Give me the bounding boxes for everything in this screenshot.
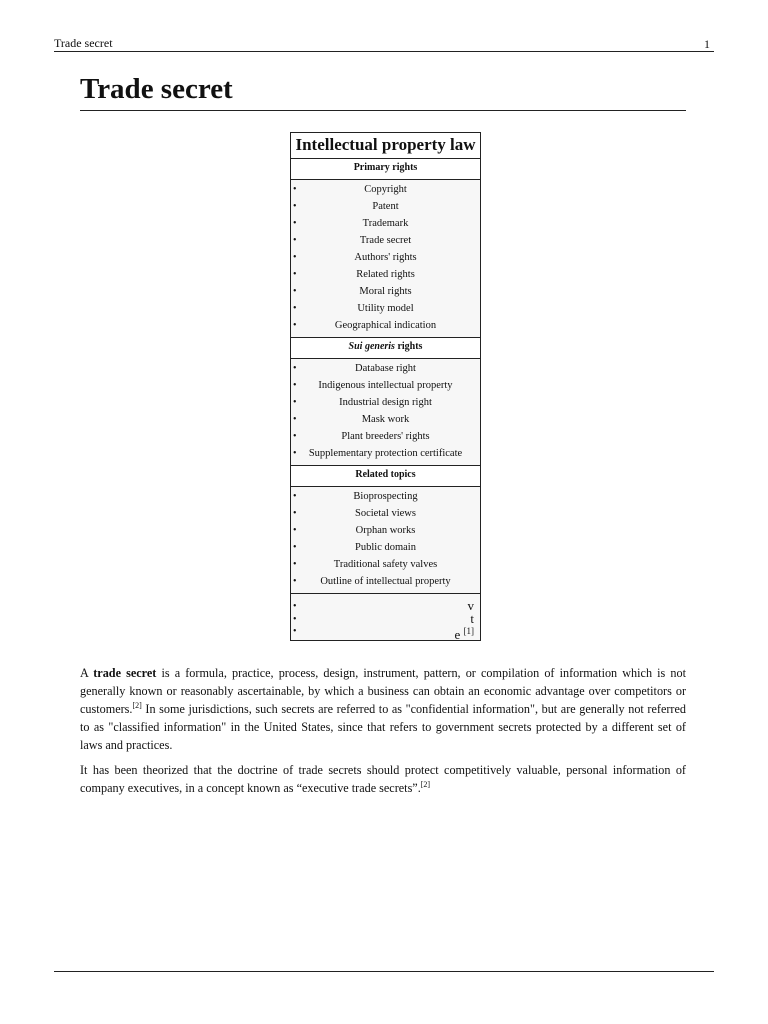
section-heading-primary-rights bbox=[291, 158, 480, 180]
bullet-icon: • bbox=[293, 397, 297, 408]
bullet-icon: • bbox=[293, 201, 297, 212]
section-heading-label: rights bbox=[397, 341, 423, 352]
nav-view-link[interactable]: • v bbox=[293, 598, 474, 613]
list-item[interactable]: • Utility model bbox=[293, 303, 414, 314]
bullet-icon: • bbox=[293, 576, 297, 587]
bold-term: trade secret bbox=[93, 666, 157, 680]
nav-talk-link[interactable]: • t bbox=[293, 610, 474, 626]
bullet-icon: • bbox=[293, 542, 297, 553]
list-item[interactable]: • Plant breeders' rights bbox=[293, 431, 430, 442]
bullet-icon: • bbox=[293, 184, 297, 195]
list-item[interactable]: • Related rights bbox=[293, 269, 415, 280]
bullet-icon: • bbox=[293, 320, 297, 331]
list-item[interactable]: • Supplementary protection certificate bbox=[293, 448, 463, 459]
infobox-title: Intellectual property law bbox=[291, 133, 480, 158]
bullet-icon: • bbox=[293, 286, 297, 297]
list-item[interactable]: • Geographical indication bbox=[293, 320, 437, 331]
list-item[interactable]: • Bioprospecting bbox=[293, 491, 418, 502]
bullet-icon: • bbox=[293, 252, 297, 263]
bullet-icon: • bbox=[293, 559, 297, 570]
bullet-icon: • bbox=[293, 380, 297, 391]
citation-ref[interactable]: [1] bbox=[463, 626, 474, 636]
list-item[interactable]: • Mask work bbox=[293, 414, 410, 425]
footer-divider bbox=[54, 971, 714, 972]
list-item[interactable]: • Authors' rights bbox=[293, 252, 417, 263]
ip-law-infobox bbox=[290, 132, 481, 641]
bullet-icon: • bbox=[293, 508, 297, 519]
page-number: 1 bbox=[704, 37, 710, 51]
list-item[interactable]: • Database right bbox=[293, 363, 416, 374]
list-item[interactable]: • Public domain bbox=[293, 542, 416, 553]
bullet-icon: • bbox=[293, 414, 297, 425]
nav-edit-link[interactable]: • e [1] bbox=[293, 626, 474, 642]
related-topics-list bbox=[291, 487, 480, 593]
list-item[interactable]: • Orphan works bbox=[293, 525, 416, 536]
bullet-icon: • bbox=[293, 491, 297, 502]
list-item[interactable]: • Indigenous intellectual property bbox=[293, 380, 453, 391]
paragraph: It has been theorized that the doctrine of trade secrets should protect competitively valuable, personal information of company executives, in a concept known as “executive trade secrets”.[2] bbox=[80, 763, 686, 795]
list-item[interactable]: • Outline of intellectual property bbox=[293, 576, 451, 587]
list-item[interactable]: • Trademark bbox=[293, 218, 409, 229]
bullet-icon: • bbox=[293, 626, 297, 637]
list-item[interactable]: • Traditional safety valves bbox=[293, 559, 438, 570]
primary-rights-list bbox=[291, 180, 480, 337]
bullet-icon: • bbox=[293, 448, 297, 459]
list-item[interactable]: • Trade secret bbox=[293, 235, 412, 246]
bullet-icon: • bbox=[293, 303, 297, 314]
navbox-links bbox=[291, 593, 480, 640]
list-item[interactable]: • Copyright bbox=[293, 184, 407, 195]
bullet-icon: • bbox=[293, 613, 297, 625]
bullet-icon: • bbox=[293, 218, 297, 229]
sui-generis-list bbox=[291, 359, 480, 465]
running-title: Trade secret bbox=[54, 36, 113, 50]
running-header bbox=[54, 34, 714, 52]
bullet-icon: • bbox=[293, 235, 297, 246]
list-item[interactable]: • Societal views bbox=[293, 508, 416, 519]
bullet-icon: • bbox=[293, 601, 297, 612]
section-heading-sui-generis bbox=[291, 337, 480, 359]
page-title: Trade secret bbox=[80, 70, 686, 111]
list-item[interactable]: • Industrial design right bbox=[293, 397, 432, 408]
bullet-icon: • bbox=[293, 431, 297, 442]
citation-ref[interactable]: [2] bbox=[132, 701, 142, 710]
section-heading-related-topics bbox=[291, 465, 480, 487]
section-heading-label: Primary rights bbox=[353, 162, 418, 173]
list-item[interactable]: • Patent bbox=[293, 201, 399, 212]
bullet-icon: • bbox=[293, 269, 297, 280]
list-item[interactable]: • Moral rights bbox=[293, 286, 412, 297]
section-heading-italic: Sui generis bbox=[348, 341, 395, 352]
bullet-icon: • bbox=[293, 363, 297, 374]
paragraph: A trade secret is a formula, practice, process, design, instrument, pattern, or compilation of information which is not generally known or reasonably ascertainable, by which a business can obtain an economic advantage over competitors or customers.[2] In some jurisdictions, such secrets are referred to as "confidential information", but are generally not referred to as "classified information" in the United States, since that refers to government secrets protected by a different set of laws and practices. bbox=[80, 666, 686, 752]
citation-ref[interactable]: [2] bbox=[420, 780, 431, 789]
bullet-icon: • bbox=[293, 525, 297, 536]
article-body bbox=[80, 664, 686, 804]
section-heading-label: Related topics bbox=[355, 469, 416, 480]
